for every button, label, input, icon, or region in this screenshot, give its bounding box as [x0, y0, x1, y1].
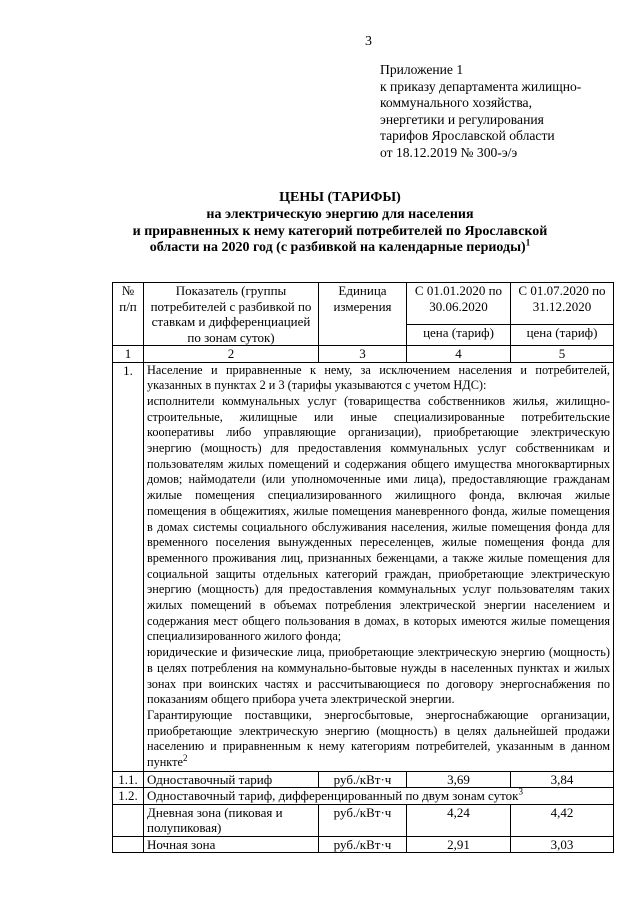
table-row	[113, 804, 614, 836]
header-price-2: цена (тариф)	[511, 324, 614, 345]
table-row	[113, 788, 614, 805]
column-number: 2	[144, 346, 319, 363]
title-line: на электрическую энергию для населения	[206, 206, 474, 222]
row-value-2: 3,03	[511, 836, 614, 853]
title-line: и приравненных к нему категорий потребителей по Ярославской	[132, 223, 548, 239]
description-text: Гарантирующие поставщики, энергосбытовые, энергоснабжающие организации, приобретающие электрическую энергию (мощность) в целях дальнейшей продажи населению и приравненным к нему категориям потребителей, указанным в данном пункте	[147, 707, 610, 770]
row-unit: руб./кВт·ч	[319, 771, 407, 788]
title-line	[90, 237, 590, 257]
header-period-2: С 01.07.2020 по 31.12.2020	[511, 283, 614, 325]
row-unit: руб./кВт·ч	[319, 836, 407, 853]
appendix-line: Приложение 1	[380, 62, 464, 77]
column-number: 1	[113, 346, 144, 363]
row-num-empty	[113, 804, 144, 836]
appendix-line: от 18.12.2019 № 300-э/э	[380, 144, 518, 160]
title-line: ЦЕНЫ (ТАРИФЫ)	[279, 190, 401, 205]
description-paragraph: исполнители коммунальных услуг (товарищества собственников жилья, жилищно-строительные, жилищные или иные специализированные потребительские кооперативы либо управляющие организации), приобретающие электрическую энергию (мощность) для предоставления коммунальных услуг собственникам и пользователям жилых помещений и содержания общего имущества многоквартирных домов; наймодатели (или уполномоченные ими лица), предоставляющие гражданам жилые помещения специализированного жилищного фонда, включая жилые помещения в общежитиях, жилые помещения маневренного фонда, жилые помещения в домах системы социального обслуживания населения, жилые помещения фонда для временного поселения вынужденных переселенцев, жилые помещения фонда для временного проживания лиц, признанных беженцами, а также жилые помещения для социальной защиты отдельных категорий граждан, приобретающие электрическую энергию (мощность) для предоставления коммунальных услуг пользователям таких жилых помещений в объемах потребления электрической энергии населением и содержания мест общего пользования в домах, в которых имеются жилые помещения специализированного жилого фонда;	[147, 393, 610, 644]
row-num-empty	[113, 836, 144, 853]
appendix-line: энергетики и регулирования	[380, 111, 544, 127]
document-title	[90, 190, 590, 257]
row-value-2: 4,42	[511, 804, 614, 836]
tariff-table	[112, 282, 614, 853]
row-label-text: Одноставочный тариф, дифференцированный по двум зонам суток	[147, 788, 519, 804]
row-label	[144, 788, 614, 805]
header-price-1: цена (тариф)	[407, 324, 511, 345]
header-indicator: Показатель (группы потребителей с разбивкой по ставкам и дифференциацией по зонам суток)	[144, 283, 319, 346]
row-label: Ночная зона	[144, 836, 319, 853]
footnote-mark: 2	[182, 752, 188, 763]
header-period-1: С 01.01.2020 по 30.06.2020	[407, 283, 511, 325]
row-label: Одноставочный тариф	[144, 771, 319, 788]
row-description	[144, 362, 614, 771]
header-unit: Единица измерения	[319, 283, 407, 346]
row-num: 1.1.	[113, 771, 144, 788]
appendix-line: к приказу департамента жилищно-	[380, 78, 582, 94]
row-label: Дневная зона (пиковая и полупиковая)	[144, 804, 319, 836]
description-paragraph	[147, 708, 610, 771]
table-row	[113, 836, 614, 853]
column-number: 4	[407, 346, 511, 363]
row-value-1: 4,24	[407, 804, 511, 836]
footnote-mark: 1	[525, 237, 531, 248]
description-paragraph: Население и приравненные к нему, за исключением населения и потребителей, указанных в пунктах 2 и 3 (тарифы указываются с учетом НДС):	[147, 362, 610, 393]
row-num: 1.	[113, 362, 144, 771]
appendix-line: коммунального хозяйства,	[380, 95, 532, 110]
table-row	[113, 771, 614, 788]
footnote-mark: 3	[518, 786, 523, 797]
column-number: 3	[319, 346, 407, 363]
header-num: № п/п	[113, 283, 144, 346]
table-row	[113, 362, 614, 771]
row-value-2: 3,84	[511, 771, 614, 788]
row-value-1: 2,91	[407, 836, 511, 853]
title-line-text: области на 2020 год (с разбивкой на календарные периоды)	[149, 240, 526, 256]
row-value-1: 3,69	[407, 771, 511, 788]
row-unit: руб./кВт·ч	[319, 804, 407, 836]
description-paragraph: юридические и физические лица, приобретающие электрическую энергию (мощность) в целях потребления на коммунально-бытовые нужды в населенных пунктах и жилых зонах при воинских частях и рассчитывающиеся по договору энергоснабжения по показаниям общего прибора учета электрической энергии.	[147, 645, 610, 707]
page-number: 3	[365, 34, 372, 49]
appendix-line: тарифов Ярославской области	[380, 128, 555, 143]
row-num: 1.2.	[113, 788, 144, 805]
column-number: 5	[511, 346, 614, 363]
appendix-block	[380, 62, 581, 161]
